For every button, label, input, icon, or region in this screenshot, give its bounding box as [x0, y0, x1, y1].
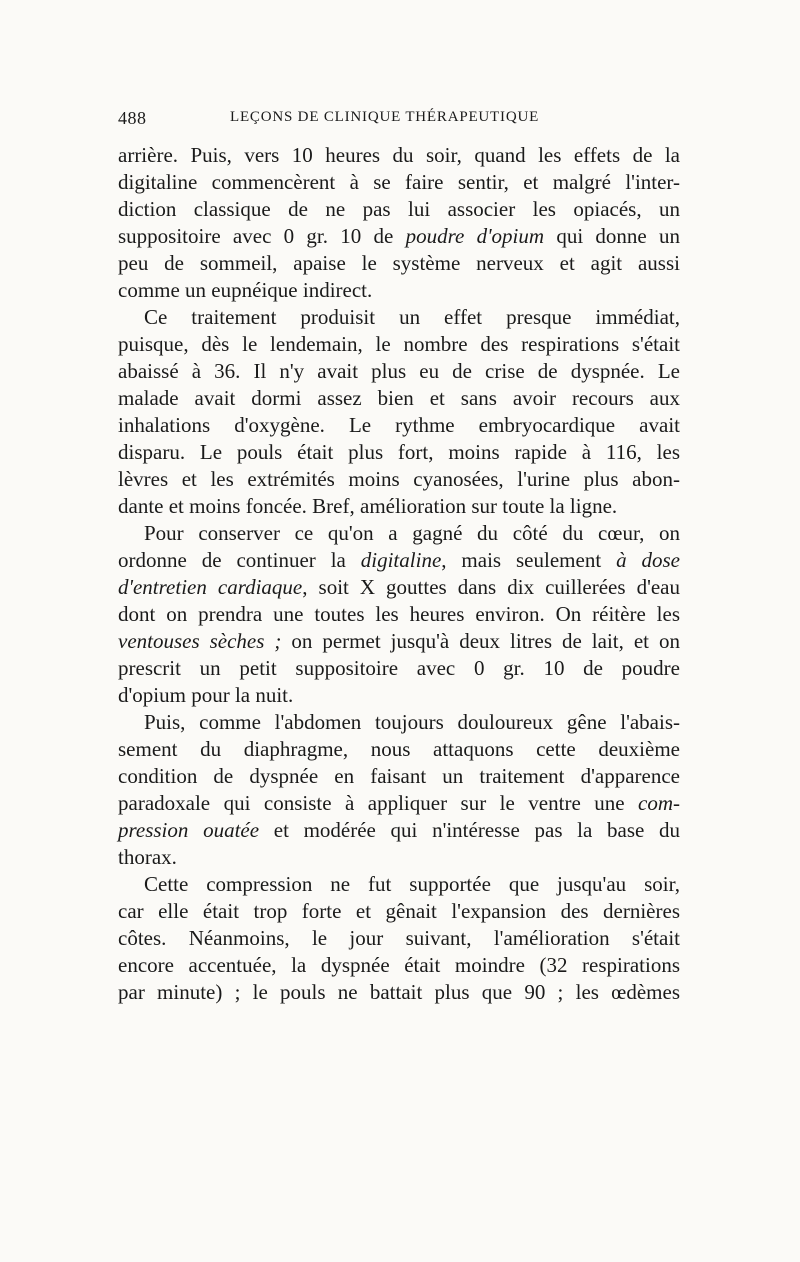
text-line: lèvres et les extrémités moins cyanosées, l'urine plus abon-	[118, 467, 680, 491]
text-line: dont on prendra une toutes les heures environ. On réitère les	[118, 602, 680, 626]
text-line	[118, 574, 680, 601]
text-segment: , soit X gouttes dans dix cuillerées d'eau	[302, 575, 680, 599]
paragraph-start-line: Cette compression ne fut supportée que jusqu'au soir,	[144, 872, 680, 896]
page-number: 488	[118, 108, 147, 128]
text-line: car elle était trop forte et gênait l'expansion des dernières	[118, 899, 680, 923]
paragraph-start-line: Ce traitement produisit un effet presque immédiat,	[144, 305, 680, 329]
text-segment: et modérée qui n'intéresse pas la base du	[259, 818, 681, 842]
running-title: LEÇONS DE CLINIQUE THÉRAPEUTIQUE	[230, 109, 540, 125]
text-line	[118, 547, 680, 574]
text-line: comme un eupnéique indirect.	[118, 278, 373, 302]
text-line: inhalations d'oxygène. Le rythme embryocardique avait	[118, 413, 680, 437]
text-line	[118, 628, 680, 655]
text-line: peu de sommeil, apaise le système nerveux et agit aussi	[118, 251, 680, 275]
text-line: d'opium pour la nuit.	[118, 683, 294, 707]
paragraph-start-line: Pour conserver ce qu'on a gagné du côté du cœur, on	[144, 521, 680, 545]
text-line: thorax.	[118, 845, 177, 869]
text-line: par minute) ; le pouls ne battait plus que 90 ; les œdèmes	[118, 980, 680, 1004]
italic-term: pression ouatée	[118, 818, 260, 842]
text-segment: ordonne de continuer la	[118, 548, 361, 572]
italic-term: à dose	[616, 548, 680, 572]
text-line: dante et moins foncée. Bref, amélioration sur toute la ligne.	[118, 494, 618, 518]
italic-term: com-	[638, 791, 680, 815]
italic-term: ventouses sèches ;	[118, 629, 282, 653]
text-segment: suppositoire avec 0 gr. 10 de	[118, 224, 406, 248]
text-line: côtes. Néanmoins, le jour suivant, l'amélioration s'était	[118, 926, 680, 950]
text-segment: , mais seulement	[441, 548, 617, 572]
text-line: condition de dyspnée en faisant un traitement d'apparence	[118, 764, 680, 788]
text-line: encore accentuée, la dyspnée était moindre (32 respirations	[118, 953, 680, 977]
text-line: digitaline commencèrent à se faire sentir, et malgré l'inter-	[118, 170, 680, 194]
text-line: sement du diaphragme, nous attaquons cette deuxième	[118, 737, 680, 761]
text-line: puisque, dès le lendemain, le nombre des respirations s'était	[118, 332, 680, 356]
text-segment: on permet jusqu'à deux litres de lait, et on	[281, 629, 680, 653]
text-line: prescrit un petit suppositoire avec 0 gr. 10 de poudre	[118, 656, 680, 680]
paragraph-start-line: Puis, comme l'abdomen toujours douloureux gêne l'abais-	[144, 710, 680, 734]
italic-term: d'entretien cardiaque	[118, 575, 303, 599]
running-head	[118, 108, 680, 132]
italic-term: digitaline	[360, 548, 442, 572]
text-line	[118, 223, 680, 250]
text-line	[118, 790, 680, 817]
text-line: arrière. Puis, vers 10 heures du soir, quand les effets de la	[118, 143, 680, 167]
italic-term: poudre d'opium	[405, 224, 545, 248]
text-segment: qui donne un	[544, 224, 680, 248]
text-line: malade avait dormi assez bien et sans avoir recours aux	[118, 386, 680, 410]
body-text	[118, 142, 680, 1006]
text-line: abaissé à 36. Il n'y avait plus eu de crise de dyspnée. Le	[118, 359, 680, 383]
text-line	[118, 817, 680, 844]
text-line: disparu. Le pouls était plus fort, moins rapide à 116, les	[118, 440, 680, 464]
book-page	[118, 108, 680, 1006]
text-line: diction classique de ne pas lui associer les opiacés, un	[118, 197, 680, 221]
text-segment: paradoxale qui consiste à appliquer sur le ventre une	[118, 791, 639, 815]
